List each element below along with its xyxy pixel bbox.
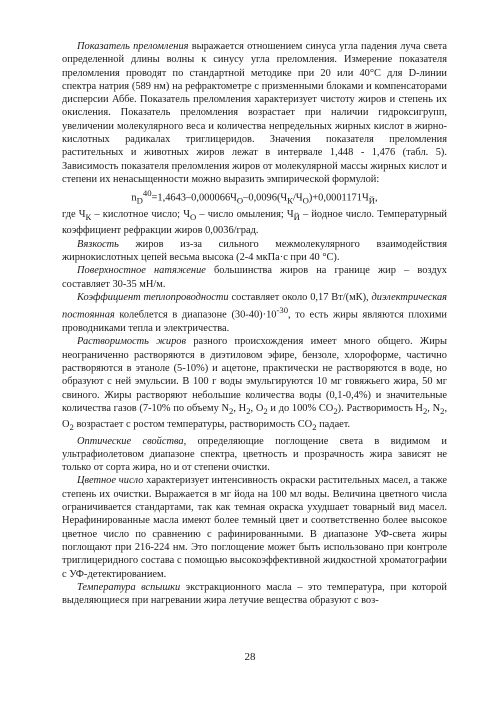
refraction-formula: [62, 187, 447, 208]
paragraph-refractive-index: [62, 40, 447, 186]
term-solubility: Растворимость жиров: [77, 336, 186, 348]
term-color-number: Цветное число: [77, 475, 144, 487]
formula-part: =1,4643–0,000066Ч: [151, 192, 237, 204]
text-part: , O: [250, 402, 264, 414]
paragraph-text: экстракционного масла – это температура, при которой выделяющиеся при нагревании жира летучие вещества образуют с воз-: [62, 581, 447, 607]
paragraph-text: определяющие поглощение света в видимом и ультрафиолетовом диапазоне спектра, цветность и прозрачность жира зависят не только от сорта жира, но и от степени очистки.: [62, 435, 447, 474]
term-flash-point: Температура вспышки: [77, 581, 181, 593]
term-dielectric-constant: диэлектрическая постоянная: [62, 291, 447, 321]
paragraph-surface-tension: [62, 264, 447, 291]
text-part: разного происхождения имеет много общего. Жиры неограниченно растворяются в диэтиловом эфире, бензоле, хлороформе, частично растворяются в этаноле (5-10%) и ацетоне, практически не растворяются в воде, но образуют с ней эмульсии. В 100 г воды эмульгируются 10 мг говяжьего жира, 50 мг свиного. Жиры растворяют небольшие количества воды (0,1-0,4%) и значительные количества газов (7-10% по объему N: [62, 336, 447, 414]
formula-part: /Ч: [292, 192, 303, 204]
paragraph-text: характеризует интенсивность окраски растительных масел, а также степень их очистки. Выражается в мг йода на 100 мл воды. Величина цветного числа ограничивается стандартами, так как темная окраска ухудшает товарный вид масел. Нерафинированные масла имеют более темный цвет и соответственно более высокое цветное число по сравнению с рафинированными. В диапазоне УФ-света жиры поглощают при 216-224 нм. Это поглощение может быть использовано при контроле триглицеридного состава с помощью высокоэффективной жидкостной хроматографии с УФ-детектированием.: [62, 475, 447, 580]
text-part: – число омыления; Ч: [196, 209, 294, 221]
text-sub: К: [85, 212, 92, 223]
text-sub: 2: [229, 405, 234, 416]
text-sub: 2: [440, 405, 445, 416]
text-sub: 2: [422, 405, 428, 416]
paragraph-optical-properties: [62, 435, 447, 475]
text-part: составляет около 0,17 Вт/(мК),: [228, 291, 372, 303]
term-thermal-conductivity: Коэффициент теплопроводности: [77, 291, 229, 303]
text-part: – йодное число. Температурный коэффициент рефракции жиров 0,0036/град.: [62, 209, 447, 237]
term-surface-tension: Поверхностное натяжение: [77, 265, 206, 277]
text-part: , O: [62, 402, 448, 431]
text-part: – кислотное число; Ч: [91, 209, 190, 221]
text-sub: 2: [69, 422, 74, 433]
text-part: ). Растворимость H: [337, 402, 423, 414]
text-part: возрастает с ростом температуры, растворимость CO: [73, 419, 313, 431]
paragraph-thermal-conductivity: [62, 291, 447, 335]
formula-part: )+0,0001171Ч: [308, 192, 369, 204]
page-number: 28: [244, 651, 256, 663]
text-sub: О: [189, 212, 197, 223]
text-part: колеблется в диапазоне (30-40)·10: [114, 309, 277, 321]
text-sub: Й: [293, 212, 300, 223]
formula-part: n: [131, 192, 137, 204]
formula-sub: О: [302, 195, 309, 206]
formula-sub: D: [136, 195, 143, 206]
body-text: [62, 40, 447, 607]
paragraph-formula-legend: [62, 208, 447, 238]
text-sub: 2: [333, 405, 338, 416]
text-part: и до 100% CO: [267, 402, 334, 414]
paragraph-text: жиров из-за сильного межмолекулярного взаимодействия жирнокислотных цепей весьма высока (2-4 мкПа·с при 40 °С).: [62, 238, 447, 264]
term-refractive-index: Показатель преломления: [77, 41, 189, 52]
formula-part: –0,0096(Ч: [243, 192, 288, 204]
text-part: где Ч: [62, 209, 86, 221]
paragraph-flash-point: [62, 581, 447, 608]
text-part: , N: [427, 402, 441, 414]
paragraph-color-number: [62, 474, 447, 580]
text-sup: -30: [276, 305, 289, 316]
term-viscosity: Вязкость: [77, 238, 119, 250]
formula-sub: О: [236, 195, 244, 206]
text-sub: 2: [312, 422, 317, 433]
term-optical-properties: Оптические свойства,: [77, 435, 187, 447]
text-sub: 2: [263, 405, 268, 416]
paragraph-text: большинства жиров на границе жир – воздух составляет 30-35 мН/м.: [62, 265, 448, 290]
formula-sub: Й: [368, 195, 375, 206]
text-part: , H: [233, 402, 247, 414]
formula-sup: 40: [142, 188, 152, 199]
formula-sub: К: [287, 195, 293, 206]
paragraph-text: выражается отношением синуса угла падения луча света определенной длины волны к синусу угла преломления. Измерение показателя преломления проводят по стандартной методике при 20 или 40°С для D-линии спектра натрия (589 нм) на рефрактометре с призменными блоками и компенсаторами дисперсии Аббе. Показатель преломления характеризует чистоту жиров и степень их окисления. Показатель преломления возрастает при наличии гидроксигрупп, увеличении молекулярного веса и количества непредельных жирных кислот в жирно-кислотных радикалах триглицеридов. Значения показателя преломления растительных и животных жиров лежат в интервале 1,448 - 1,476 (табл. 5). Зависимость показателя преломления жиров от молекулярной массы жирных кислот и степени их ненасыщенности можно выразить эмпирической формулой:: [62, 41, 447, 185]
paragraph-viscosity: [62, 238, 447, 265]
text-part: падает.: [316, 419, 351, 431]
text-sub: 2: [246, 405, 251, 416]
paragraph-solubility: [62, 335, 447, 434]
formula-part: ,: [374, 192, 378, 204]
text-part: , то есть жиры являются плохими проводниками тепла и электричества.: [62, 309, 447, 335]
